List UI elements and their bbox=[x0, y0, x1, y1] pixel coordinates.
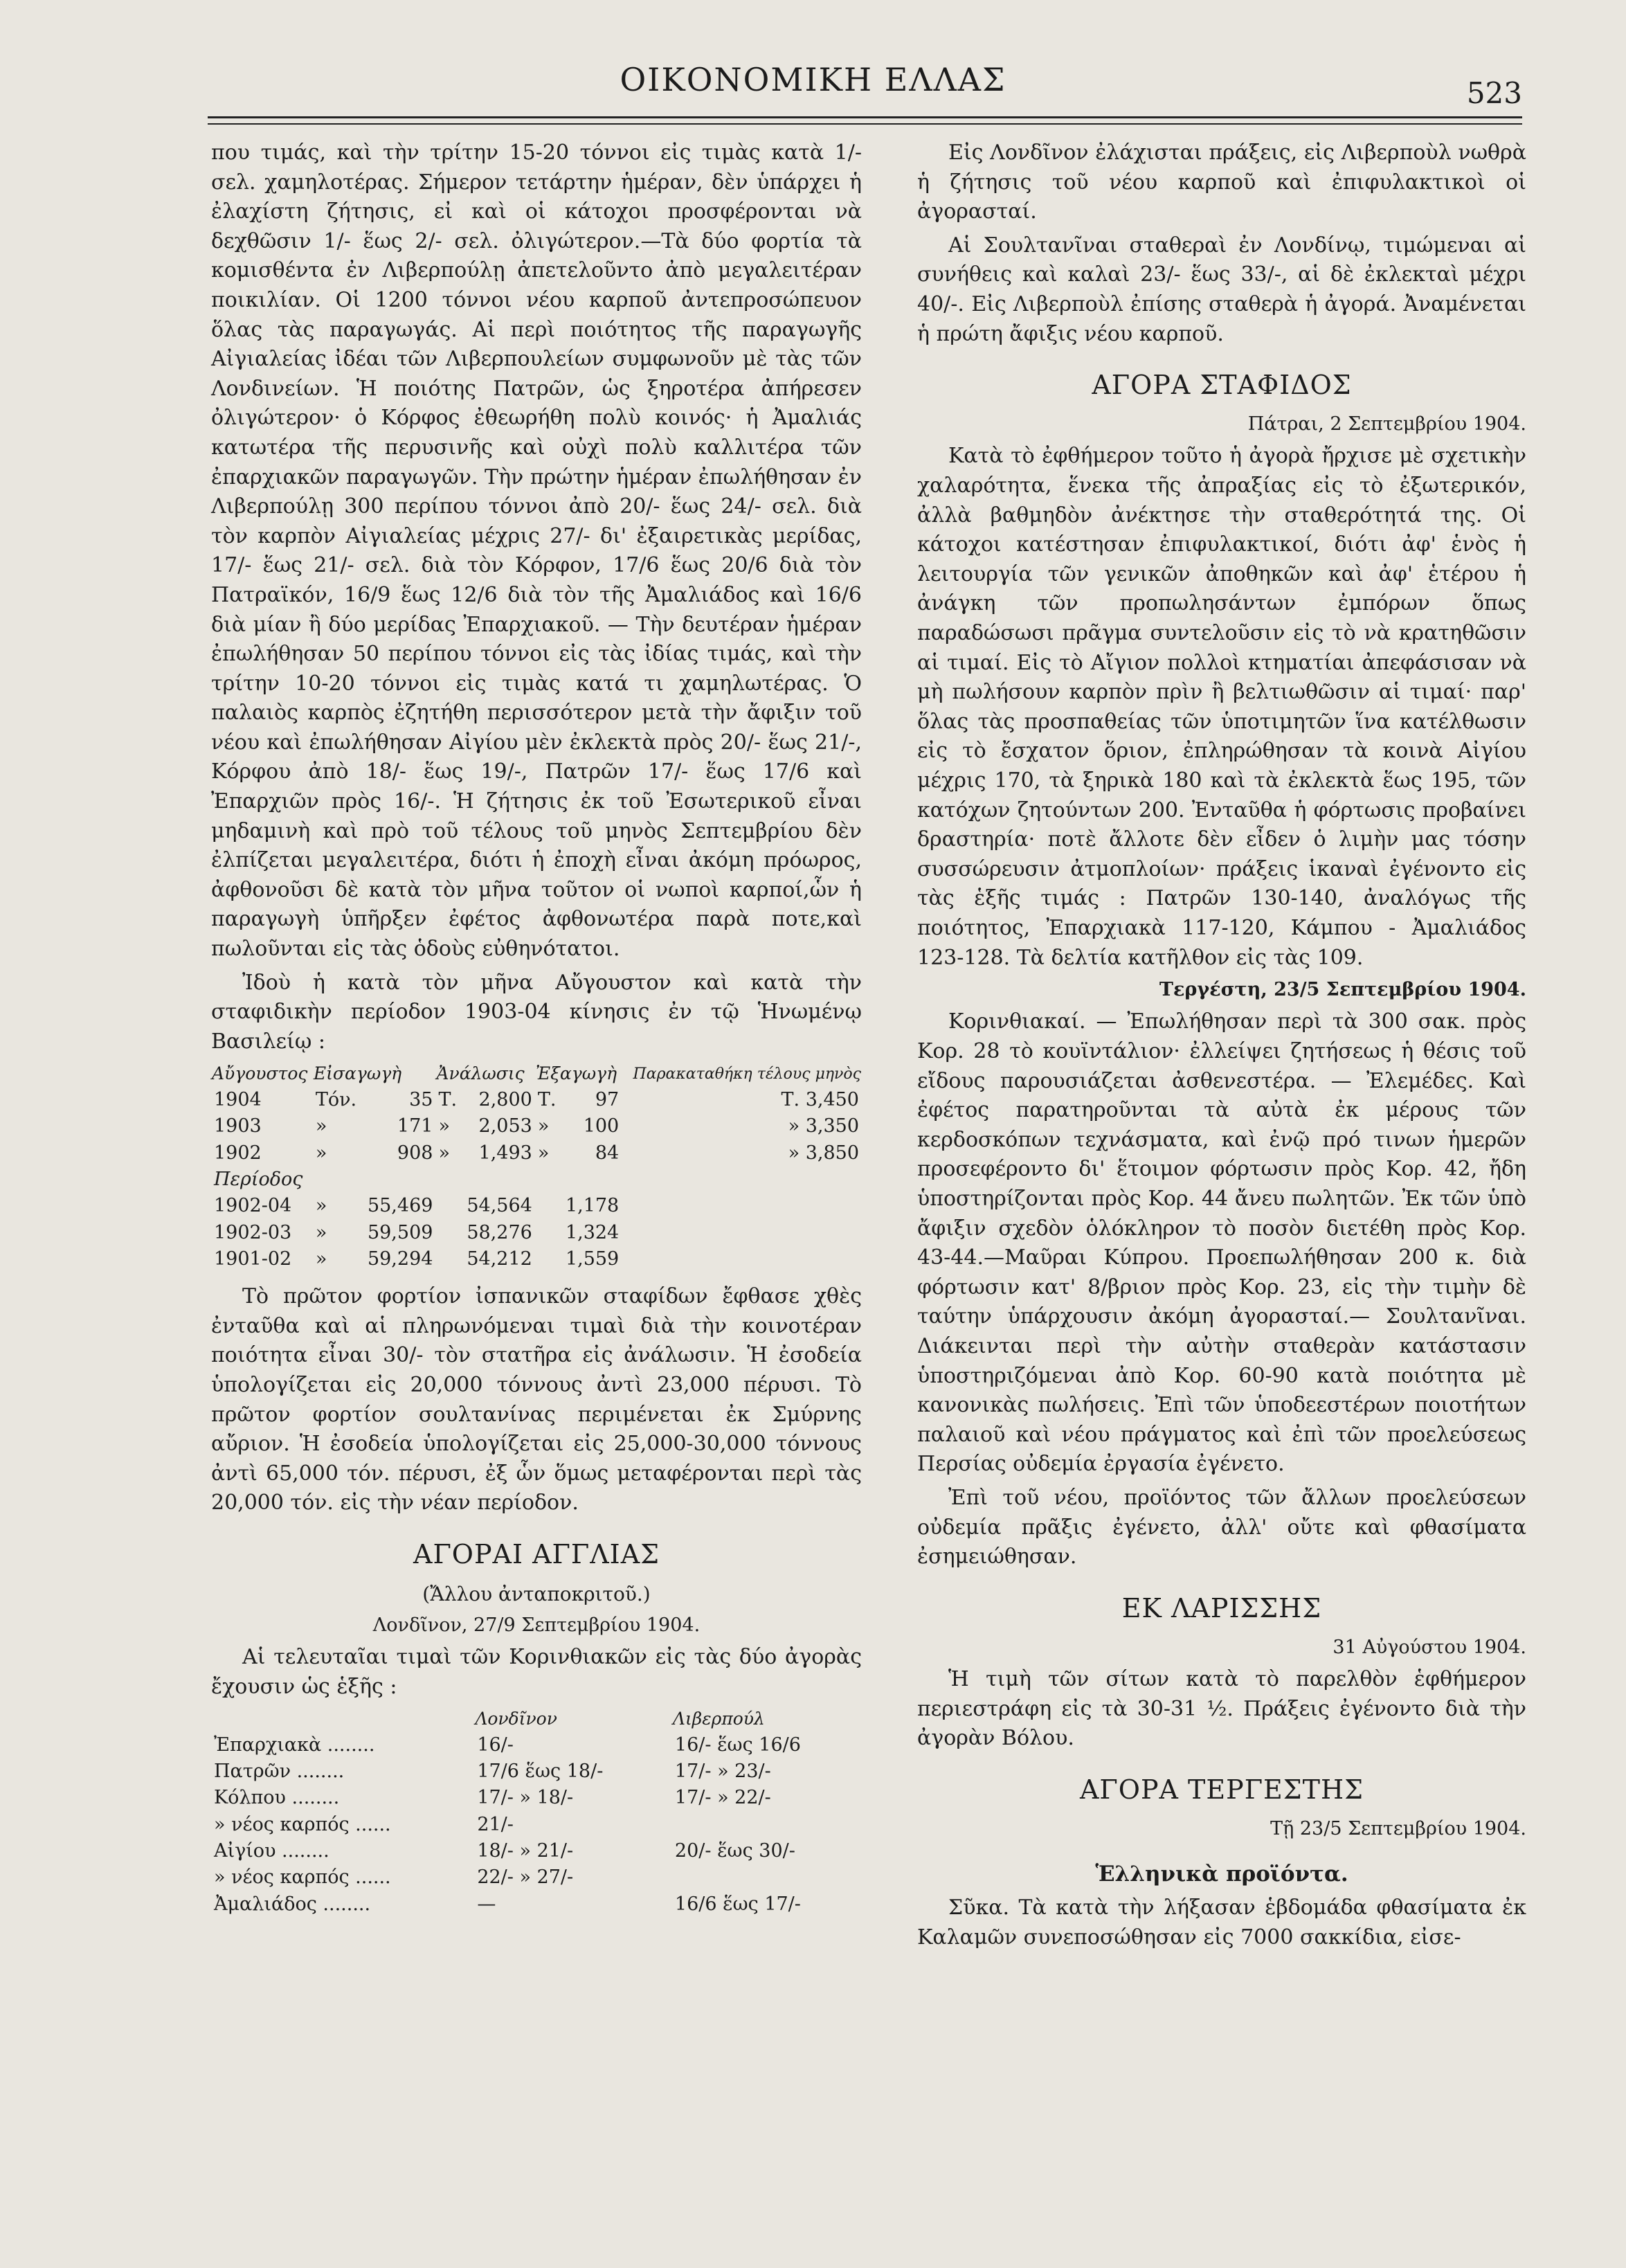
column-header: Λονδῖνον bbox=[475, 1709, 557, 1729]
table-cell: 1,178 bbox=[565, 1195, 620, 1217]
table-cell: — bbox=[477, 1893, 496, 1915]
statistics-table bbox=[211, 1061, 862, 1272]
table-cell: Αἰγίου ........ bbox=[214, 1839, 329, 1862]
table-cell: » 3,350 bbox=[788, 1115, 859, 1137]
table-cell: 54,212 bbox=[467, 1248, 532, 1270]
dateline: Τεργέστη, 23/5 Σεπτεμβρίου 1904. bbox=[1159, 979, 1526, 1001]
table-cell: Τ. 3,450 bbox=[781, 1088, 859, 1110]
table-cell: 1904 bbox=[214, 1088, 262, 1110]
table-cell: 17/- » 23/- bbox=[674, 1761, 771, 1782]
column-header: Ἐξαγωγὴ bbox=[535, 1063, 617, 1084]
table-row bbox=[211, 1113, 862, 1140]
table-cell bbox=[664, 1838, 672, 1864]
section-subheading: (Ἄλλου ἀνταποκριτοῦ.) bbox=[422, 1582, 651, 1605]
paragraph: Κορινθιακαί. — Ἐπωλήθησαν περὶ τὰ 300 σακ. πρὸς Κορ. 28 τὸ κουϊντάλιον· ἐλλείψει ζητήσεως ἡ θέσις τοῦ εἴδους παρουσιάζεται ἀσθενεστέρα. — Ἐλεμέδες. Καὶ ἐφέτος παρατηροῦνται τὰ αὐτὰ ἐκ μέρους τῶν κερδοσκόπων τεχνάσματα, καὶ ἐνῷ πρό τινων ἡμερῶν προσεφέροντο δι' ἕτοιμον φόρτωσιν πρὸς Κορ. 42, ἤδη ὑποστηρίζονται πρὸς Κορ. 44 ἄνευ πωλητῶν. Ἐκ τῶν ὑπὸ ἄφιξιν σχεδὸν ὁλόκληρον τὸ ποσὸν διετέθη πρὸς Κορ. 43-44.—Μαῦραι Κύπρου. Προεπωλήθησαν 200 κ. διὰ φόρτωσιν κατ' 8/βριον πρὸς Κορ. 23, εἰς τὴν τιμὴν δὲ ταύτην ὑπάρχουσιν ἀκόμη ἀγορασταί.— Σουλτανῖναι. Διάκεινται περὶ τὴν αὐτὴν σταθερὰν κατάστασιν ὑποστηριζόμεναι ἀπὸ Κορ. 60-90 κατὰ ποιότητα μὲ κανονικὰς πωλήσεις. Ἐπὶ τῶν ὑποδεεστέρων ποιοτήτων παλαιοῦ καὶ νέου πράγματος καὶ ἐπὶ τῶν προελεύσεως Περσίας οὐδεμία ἐργασία ἐγένετο. bbox=[917, 1009, 1526, 1477]
header-rule bbox=[208, 116, 1522, 118]
section-heading: ΑΓΟΡΑ ΣΤΑΦΙΔΟΣ bbox=[1092, 370, 1352, 401]
table-cell: 2,053 bbox=[478, 1115, 532, 1137]
table-cell: Ἐπαρχιακὰ ........ bbox=[214, 1734, 375, 1756]
table-cell: 84 bbox=[595, 1142, 620, 1164]
table-cell: » bbox=[438, 1142, 450, 1164]
table-cell: 58,276 bbox=[467, 1221, 532, 1243]
table-cell: 21/- bbox=[477, 1813, 514, 1835]
table-row bbox=[211, 1732, 862, 1758]
page-number: 523 bbox=[1466, 76, 1522, 110]
column-header bbox=[211, 1706, 474, 1732]
paragraph: Τὸ πρῶτον φορτίον ἰσπανικῶν σταφίδων ἔφθασε χθὲς ἐνταῦθα καὶ αἱ πληρωνόμεναι τιμαὶ διὰ τὴν κοινοτέραν ποιότητα εἶναι 30/- τὸν στατῆρα εἰς ἀνάλωσιν. Ἡ ἐσοδεία ὑπολογίζεται εἰς 20,000 τόννους ἀντὶ 23,000 πέρυσι. Τὸ πρῶτον φορτίον σουλτανίνας περιμένεται ἐκ Σμύρνης αὔριον. Ἡ ἐσοδεία ὑπολογίζεται εἰς 25,000-30,000 τόννους ἀντὶ 65,000 τόν. πέρυσι, ἐξ ὧν ὅμως μεταφέρονται περὶ τὰς 20,000 τόν. εἰς τὴν νέαν περίοδον. bbox=[211, 1284, 862, 1515]
table-row bbox=[211, 1864, 862, 1891]
table-cell: 55,469 bbox=[367, 1195, 433, 1217]
paragraph: Εἰς Λονδῖνον ἐλάχισται πράξεις, εἰς Λιβερποὺλ νωθρὰ ἡ ζήτησις τοῦ νέου καρποῦ καὶ ἐπιφυλακτικοὶ οἱ ἀγορασταί. bbox=[917, 141, 1526, 224]
column-header: Παρακαταθήκη τέλους μηνὸς bbox=[633, 1065, 861, 1083]
section-heading: ΕΚ ΛΑΡΙΣΣΗΣ bbox=[1121, 1592, 1322, 1623]
table-cell: 1903 bbox=[214, 1115, 262, 1137]
table-cell: » bbox=[438, 1115, 450, 1137]
table-cell: 1902 bbox=[214, 1142, 262, 1164]
table-cell bbox=[664, 1785, 672, 1811]
table-cell: » 3,850 bbox=[788, 1142, 859, 1164]
paragraph: Κατὰ τὸ ἐφθήμερον τοῦτο ἡ ἀγορὰ ἤρχισε μὲ σχετικὴν χαλαρότητα, ἕνεκα τῆς ἀπραξίας εἰς τὸ ἐξωτερικόν, ἀλλὰ βαθμηδὸν ἀνέκτησε τὴν σταθερότητά της. Οἱ κάτοχοι κατέστησαν ἐπιφυλακτικοί, διότι ἀφ' ἑνὸς ἡ λειτουργία τῶν γενικῶν ἀποθηκῶν καὶ ἀφ' ἑτέρου ἡ ἀνάγκη τῶν προπωλησάντων ἐμπόρων ὅπως παραδώσωσι πρᾶγμα συντελοῦσιν εἰς τὸ νὰ κρατηθῶσιν αἱ τιμαί. Εἰς τὸ Αἴγιον πολλοὶ κτηματίαι ἀπεφάσισαν νὰ μὴ πωλήσουν καρπὸν πρὶν ἢ βελτιωθῶσιν αἱ τιμαί· παρ' ὅλας τὰς προσπαθείας τῶν ὑποτιμητῶν ἵνα κατέλθωσιν εἰς τὸ ἔσχατον ὅριον, ἐπληρώθησαν τὰ κοινὰ Αἰγίου μέχρις 170, τὰ ξηρικὰ 180 καὶ τὰ ἐκλεκτὰ ἕως 195, τῶν κατόχων ζητούντων 200. Ἐνταῦθα ἡ φόρτωσις προβαίνει δραστηρία· ποτὲ ἄλλοτε δὲν εἶδεν ὁ λιμὴν μας τόσην συσσώρευσιν ἀτμοπλοίων· πράξεις ἱκαναὶ ἐγένοντο εἰς τὰς ἑξῆς τιμάς : Πατρῶν 130-140, ἀναλόγως τῆς ποιότητος, Ἐπαρχιακὰ 117-120, Κάμπου - Ἀμαλιάδος 123-128. Τὰ δελτία κατῆλθον εἰς τὰς 109. bbox=[917, 444, 1526, 970]
table-cell: 18/- » 21/- bbox=[477, 1839, 574, 1862]
table-row bbox=[211, 1812, 862, 1838]
table-cell: 1902-04 bbox=[214, 1195, 292, 1217]
table-cell: Τόν. bbox=[315, 1088, 357, 1110]
table-cell: » bbox=[315, 1142, 327, 1164]
table-cell: » bbox=[315, 1195, 327, 1217]
table-cell: 17/6 ἕως 18/- bbox=[477, 1761, 604, 1782]
table-cell bbox=[664, 1758, 672, 1785]
paragraph: Ἡ τιμὴ τῶν σίτων κατὰ τὸ παρελθὸν ἑφθήμερον περιεστράφη εἰς τὰ 30-31 ½. Πράξεις ἐγένοντο διὰ τὴν ἀγορὰν Βόλου. bbox=[917, 1667, 1526, 1751]
table-cell: 16/6 ἕως 17/- bbox=[674, 1893, 801, 1915]
prices-table bbox=[211, 1706, 862, 1918]
table-row bbox=[211, 1140, 862, 1167]
table-cell: » νέος καρπός ...... bbox=[214, 1866, 391, 1889]
table-cell: » bbox=[315, 1115, 327, 1137]
table-cell: 59,509 bbox=[367, 1221, 433, 1243]
table-cell: 908 bbox=[397, 1142, 433, 1164]
table-cell bbox=[664, 1732, 672, 1758]
column-header: Εἰσαγωγὴ bbox=[313, 1063, 402, 1084]
paragraph: Ἐπὶ τοῦ νέου, προϊόντος τῶν ἄλλων προελεύσεων οὐδεμία πρᾶξις ἐγένετο, ἀλλ' οὔτε καὶ φθασίματα ἐσημειώθησαν. bbox=[917, 1485, 1526, 1569]
table-cell: » bbox=[537, 1115, 550, 1137]
table-cell: 1,324 bbox=[565, 1221, 620, 1243]
table-row bbox=[211, 1193, 862, 1219]
table-cell bbox=[664, 1812, 672, 1838]
left-column bbox=[211, 138, 862, 1927]
running-header-title: ΟΙΚΟΝΟΜΙΚΗ ΕΛΛΑΣ bbox=[620, 61, 1006, 98]
table-row bbox=[211, 1167, 862, 1193]
column-header: Λιβερπούλ bbox=[672, 1709, 765, 1729]
table-cell: 1,493 bbox=[478, 1142, 532, 1164]
table-cell: 16/- bbox=[477, 1734, 514, 1756]
period-label: Περίοδος bbox=[214, 1168, 303, 1190]
paragraph: Σῦκα. Τὰ κατὰ τὴν λήξασαν ἑβδομάδα φθασίματα ἐκ Καλαμῶν συνεποσώθησαν εἰς 7000 σακκίδια, εἰσε- bbox=[917, 1896, 1526, 1950]
table-cell: 16/- ἕως 16/6 bbox=[674, 1734, 801, 1756]
table-cell: » bbox=[315, 1221, 327, 1243]
table-cell: 2,800 bbox=[478, 1088, 532, 1110]
table-header-row bbox=[211, 1706, 862, 1732]
table-cell: » bbox=[537, 1142, 550, 1164]
table-cell: 20/- ἕως 30/- bbox=[674, 1839, 795, 1862]
table-cell: 1902-03 bbox=[214, 1221, 292, 1243]
table-cell: 17/- » 18/- bbox=[477, 1787, 574, 1809]
table-row bbox=[211, 1758, 862, 1785]
table-cell: 1,559 bbox=[565, 1248, 620, 1270]
table-cell: 59,294 bbox=[367, 1248, 433, 1270]
header-rule-secondary bbox=[208, 123, 1522, 125]
paragraph: που τιμάς, καὶ τὴν τρίτην 15-20 τόννοι εἰς τιμὰς κατὰ 1/- σελ. χαμηλοτέρας. Σήμερον τετάρτην ἡμέραν, δὲν ὑπάρχει ἡ ἐλαχίστη ζήτησις, εἰ καὶ οἱ κάτοχοι προσφέρονται νὰ δεχθῶσιν 1/- ἕως 2/- σελ. ὀλιγώτερον.—Τὰ δύο φορτία τὰ κομισθέντα ἐν Λιβερπούλῃ ἀπετελοῦντο ἀπὸ μεγαλειτέραν ποικιλίαν. Οἱ 1200 τόννοι νέου καρποῦ ἀντεπροσώπευον ὅλας τὰς παραγωγάς. Αἱ περὶ ποιότητος τῆς παραγωγῆς Αἰγιαλείας ἰδέαι τῶν Λιβερπουλείων συμφωνοῦν μὲ τὰς τῶν Λονδινείων. Ἡ ποιότης Πατρῶν, ὡς ξηροτέρα ἀπήρεσεν ὀλιγώτερον· ὁ Κόρφος ἐθεωρήθη πολὺ κοινός· ἡ Ἀμαλιάς κατωτέρα τῆς περυσινῆς καὶ οὐχὶ πολὺ καλλιτέρα τῶν ἐπαρχιακῶν παραγωγῶν. Τὴν πρώτην ἡμέραν ἐπωλήθησαν ἐν Λιβερπούλῃ 300 περίπου τόννοι ἀπὸ 20/- ἕως 24/- σελ. διὰ τὸν καρπὸν Αἰγιαλείας μέχρις 27/- δι' ἐξαιρετικὰς μερίδας, 17/- ἕως 21/- σελ. διὰ τὸν Κόρφον, 17/6 ἕως 20/6 διὰ τὸν Πατραϊκόν, 16/9 ἕως 12/6 διὰ τὸν τῆς Ἀμαλιάδος καὶ 16/6 διὰ μίαν ἢ δύο μερίδας Ἐπαρχιακοῦ. — Τὴν δευτέραν ἡμέραν ἐπωλήθησαν 50 περίπου τόννοι εἰς τὰς ἰδίας τιμάς, καὶ τὴν τρίτην 10-20 τόννοι εἰς τιμὰς κατά τι χαμηλωτέρας. Ὁ παλαιὸς καρπὸς ἐζητήθη περισσότερον μετὰ τὴν ἄφιξιν τοῦ νέου καὶ ἐπωλήθησαν Αἰγίου μὲν ἐκλεκτὰ πρὸς 20/- ἕως 21/-, Κόρφου ἀπὸ 18/- ἕως 19/-, Πατρῶν 17/- ἕως 17/6 καὶ Ἐπαρχιῶν πρὸς 16/-. Ἡ ζήτησις ἐκ τοῦ Ἐσωτερικοῦ εἶναι μηδαμινὴ καὶ πρὸ τοῦ τέλους τοῦ μηνὸς Σεπτεμβρίου δὲν ἐλπίζεται μεγαλειτέρα, διότι ἡ ἐποχὴ εἶναι ἀκόμη πρόωρος, ἀφθονοῦσι δὲ κατὰ τὸν μῆνα τοῦτον οἱ νωποὶ καρποί,ὧν ἡ παραγωγὴ ὑπῆρξεν ἐφέτος ἀφθονωτέρα παρὰ ποτε,καὶ πωλοῦνται εἰς τὰς ὁδοὺς εὐθηνότατοι. bbox=[211, 141, 862, 962]
table-cell: Τ. bbox=[537, 1088, 557, 1110]
right-column bbox=[917, 138, 1526, 1956]
table-cell: 17/- » 22/- bbox=[674, 1787, 771, 1809]
dateline: Πάτραι, 2 Σεπτεμβρίου 1904. bbox=[1247, 413, 1526, 435]
paragraph: Ἰδοὺ ἡ κατὰ τὸν μῆνα Αὔγουστον καὶ κατὰ τὴν σταφιδικὴν περίοδον 1903-04 κίνησις ἐν τῷ Ἡνωμένῳ Βασιλείῳ : bbox=[211, 970, 862, 1054]
paragraph: Αἱ τελευταῖαι τιμαὶ τῶν Κορινθιακῶν εἰς τὰς δύο ἀγορὰς ἔχουσιν ὡς ἑξῆς : bbox=[211, 1644, 862, 1699]
table-cell: 97 bbox=[595, 1088, 620, 1110]
paragraph: Αἱ Σουλτανῖναι σταθεραὶ ἐν Λονδίνῳ, τιμώμεναι αἱ συνήθεις καὶ καλαὶ 23/- ἕως 33/-, αἱ δὲ ἐκλεκταὶ μέχρι 40/-. Εἰς Λιβερποὺλ ἐπίσης σταθερὰ ἡ ἀγορά. Ἀναμένεται ἡ πρώτη ἄφιξις νέου καρποῦ. bbox=[917, 233, 1526, 346]
section-heading: ΑΓΟΡΑ ΤΕΡΓΕΣΤΗΣ bbox=[1079, 1774, 1364, 1805]
table-cell bbox=[664, 1864, 672, 1891]
table-cell bbox=[664, 1891, 672, 1918]
table-cell bbox=[672, 1812, 862, 1838]
table-row bbox=[211, 1246, 862, 1272]
table-row bbox=[211, 1785, 862, 1811]
table-cell bbox=[672, 1864, 862, 1891]
dateline: Τῇ 23/5 Σεπτεμβρίου 1904. bbox=[1270, 1817, 1526, 1839]
table-cell: 171 bbox=[397, 1115, 433, 1137]
section-subheading: Ἑλληνικὰ προϊόντα. bbox=[1095, 1862, 1348, 1887]
table-cell: Πατρῶν ........ bbox=[214, 1761, 345, 1782]
column-header: Ἀνάλωσις bbox=[436, 1063, 525, 1084]
table-row bbox=[211, 1220, 862, 1246]
table-cell: Τ. bbox=[438, 1088, 458, 1110]
table-row bbox=[211, 1891, 862, 1918]
table-header-row bbox=[211, 1061, 862, 1087]
section-heading: ΑΓΟΡΑΙ ΑΓΓΛΙΑΣ bbox=[413, 1538, 660, 1569]
table-cell: Ἀμαλιάδος ........ bbox=[214, 1893, 371, 1915]
table-cell: 35 bbox=[409, 1088, 433, 1110]
table-cell: » νέος καρπός ...... bbox=[214, 1813, 391, 1835]
table-cell: » bbox=[315, 1248, 327, 1270]
column-header: Αὔγουστος bbox=[212, 1063, 308, 1084]
table-cell: 1901-02 bbox=[214, 1248, 292, 1270]
table-row bbox=[211, 1838, 862, 1864]
dateline: Λονδῖνον, 27/9 Σεπτεμβρίου 1904. bbox=[372, 1614, 701, 1636]
table-row bbox=[211, 1087, 862, 1113]
table-cell: Κόλπου ........ bbox=[214, 1787, 340, 1809]
table-cell: 22/- » 27/- bbox=[477, 1866, 574, 1889]
dateline: 31 Αὐγούστου 1904. bbox=[1333, 1636, 1526, 1658]
table-cell: 54,564 bbox=[467, 1195, 532, 1217]
table-cell: 100 bbox=[583, 1115, 620, 1137]
